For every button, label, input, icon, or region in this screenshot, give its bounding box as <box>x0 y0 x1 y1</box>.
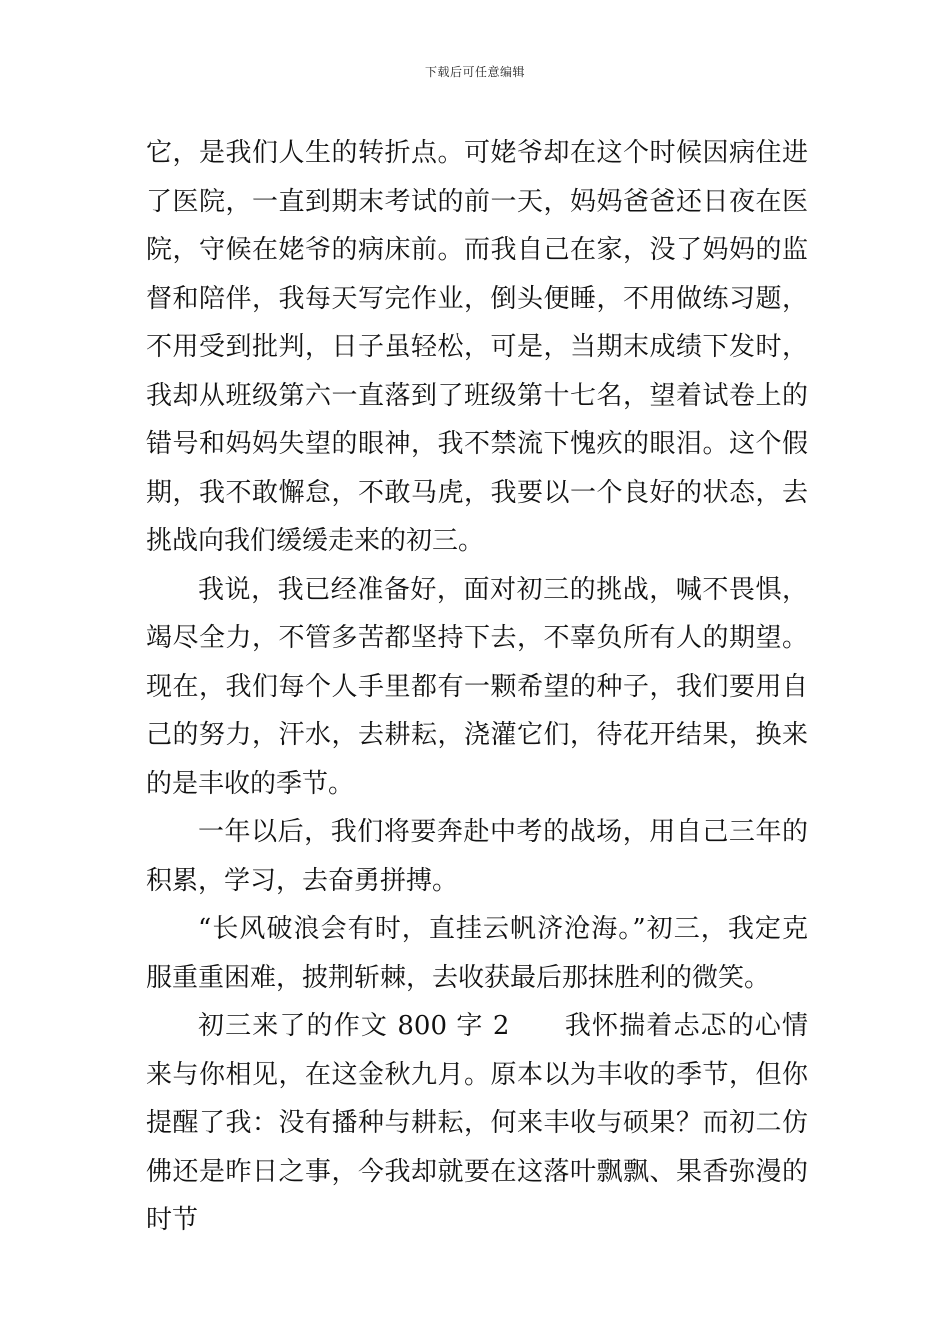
paragraph-1: 它，是我们人生的转折点。可姥爷却在这个时候因病住进了医院，一直到期末考试的前一天，妈妈爸爸还日夜在医院，守候在姥爷的病床前。而我自己在家，没了妈妈的监督和陪伴，我每天写完作业，倒头便睡，不用做练习题，不用受到批判，日子虽轻松，可是，当期末成绩下发时，我却从班级第六一直落到了班级第十七名，望着试卷上的错号和妈妈失望的眼神，我不禁流下愧疚的眼泪。这个假期，我不敢懈怠，不敢马虎，我要以一个良好的状态，去挑战向我们缓缓走来的初三。 <box>146 138 808 556</box>
header-note: 下载后可任意编辑 <box>424 65 525 79</box>
paragraph-4: “长风破浪会有时，直挂云帆济沧海。”初三，我定克服重重困难，披荆斩棘，去收获最后那抹胜利的微笑。 <box>146 914 808 993</box>
paragraph-3: 一年以后，我们将要奔赴中考的战场，用自己三年的积累，学习，去奋勇拼搏。 <box>146 817 808 896</box>
document-body <box>146 129 808 1245</box>
paragraph-2: 我说，我已经准备好，面对初三的挑战，喊不畏惧，竭尽全力，不管多苦都坚持下去，不辜负所有人的期望。现在，我们每个人手里都有一颗希望的种子，我们要用自己的努力，汗水，去耕耘，浇灌它们，待花开结果，换来的是丰收的季节。 <box>146 574 808 799</box>
paragraph-5: 初三来了的作文 800 字 2 我怀揣着忐忑的心情来与你相见，在这金秋九月。原本以为丰收的季节，但你提醒了我：没有播种与耕耘，何来丰收与硕果？而初二仿佛还是昨日之事，今我却就要在这落叶飘飘、果香弥漫的时节 <box>146 1011 808 1235</box>
